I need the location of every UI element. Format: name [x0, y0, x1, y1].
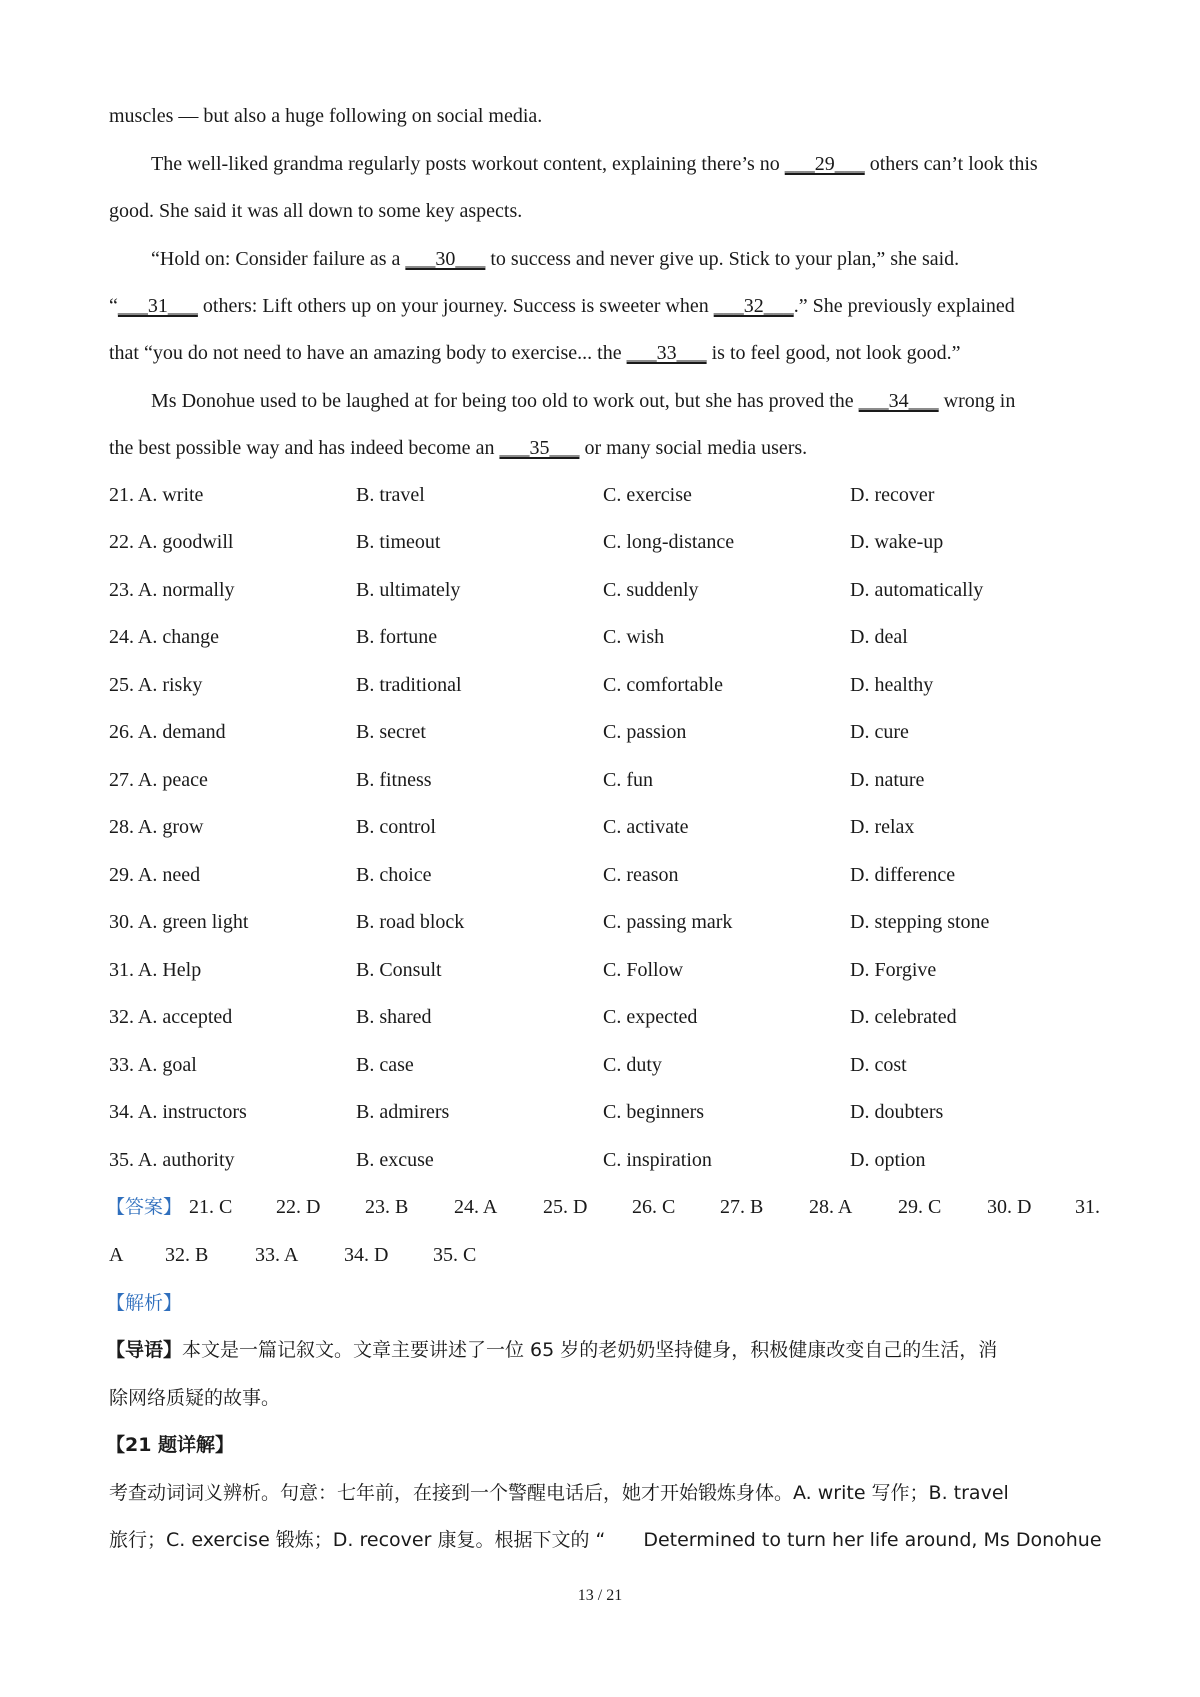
- option-a: 29. A. need: [109, 864, 201, 886]
- option-b: B. fitness: [356, 769, 432, 791]
- text: or many social media users.: [579, 437, 808, 459]
- option-a: 28. A. grow: [109, 816, 204, 838]
- option-c: C. expected: [603, 1006, 698, 1028]
- option-c: C. activate: [603, 816, 689, 838]
- passage-line: [109, 293, 1015, 319]
- option-b: B. admirers: [356, 1101, 450, 1123]
- answer-item: 33. A: [255, 1244, 299, 1266]
- option-row-22: [109, 529, 1099, 555]
- option-d: D. relax: [850, 816, 915, 838]
- option-c: C. reason: [603, 864, 679, 886]
- option-b: B. choice: [356, 864, 432, 886]
- option-a: 33. A. goal: [109, 1054, 197, 1076]
- option-row-34: [109, 1099, 1099, 1125]
- blank-31: ___31___: [117, 295, 198, 317]
- option-b: B. case: [356, 1054, 414, 1076]
- option-b: B. traditional: [356, 674, 462, 696]
- option-c: C. passing mark: [603, 911, 733, 933]
- option-c: C. beginners: [603, 1101, 705, 1123]
- option-d: D. healthy: [850, 674, 934, 696]
- text: 旅行；C. exercise 锻炼；D. recover 康复。根据下文的 “ Determined to turn her life around, Ms Donohue: [109, 1529, 1102, 1551]
- option-d: D. deal: [850, 626, 908, 648]
- analysis-label: [106, 1290, 182, 1316]
- option-row-23: [109, 577, 1099, 603]
- blank-32: ___32___: [713, 295, 794, 317]
- option-d: D. nature: [850, 769, 925, 791]
- text: 考查动词词义辨析。句意：七年前，在接到一个警醒电话后，她才开始锻炼身体。A. write 写作；B. travel: [109, 1482, 1009, 1504]
- passage-line: [109, 198, 522, 224]
- option-c: C. long-distance: [603, 531, 735, 553]
- option-a: 31. A. Help: [109, 959, 202, 981]
- text: “: [109, 295, 118, 317]
- answer-label: 【答案】: [106, 1196, 183, 1218]
- intro-label: 【导语】: [106, 1339, 183, 1361]
- blank-30: ___30___: [405, 248, 486, 270]
- option-row-29: [109, 862, 1099, 888]
- option-c: C. duty: [603, 1054, 662, 1076]
- option-a: 27. A. peace: [109, 769, 208, 791]
- q21-label: [106, 1432, 234, 1458]
- option-row-33: [109, 1052, 1099, 1078]
- passage-line: [151, 388, 1015, 414]
- option-a: 34. A. instructors: [109, 1101, 247, 1123]
- option-row-30: [109, 909, 1099, 935]
- answer-item: 26. C: [632, 1196, 676, 1218]
- option-b: B. fortune: [356, 626, 438, 648]
- option-d: D. automatically: [850, 579, 984, 601]
- text: that “you do not need to have an amazing body to exercise... the: [109, 342, 627, 364]
- option-d: D. recover: [850, 484, 935, 506]
- option-c: C. comfortable: [603, 674, 723, 696]
- answer-item: 25. D: [543, 1196, 588, 1218]
- option-row-24: [109, 624, 1099, 650]
- option-c: C. exercise: [603, 484, 692, 506]
- option-row-21: [109, 482, 1099, 508]
- option-c: C. fun: [603, 769, 653, 791]
- option-a: 22. A. goodwill: [109, 531, 234, 553]
- text: is to feel good, not look good.”: [706, 342, 961, 364]
- option-row-25: [109, 672, 1099, 698]
- answer-item: 24. A: [454, 1196, 498, 1218]
- option-a: 30. A. green light: [109, 911, 249, 933]
- blank-34: ___34___: [858, 390, 939, 412]
- option-b: B. travel: [356, 484, 425, 506]
- text: “Hold on: Consider failure as a: [151, 248, 406, 270]
- passage-line: [109, 340, 960, 366]
- answer-key-continued: [109, 1242, 1109, 1268]
- answer-item: 28. A: [809, 1196, 853, 1218]
- answer-item: 21. C: [189, 1196, 233, 1218]
- option-d: D. difference: [850, 864, 956, 886]
- text: to success and never give up. Stick to your plan,” she said.: [485, 248, 960, 270]
- option-b: B. secret: [356, 721, 426, 743]
- text: others: Lift others up on your journey. Success is sweeter when: [197, 295, 714, 317]
- answer-item: 29. C: [898, 1196, 942, 1218]
- option-d: D. cost: [850, 1054, 907, 1076]
- option-b: B. ultimately: [356, 579, 461, 601]
- intro-line: [106, 1337, 997, 1363]
- option-a: 21. A. write: [109, 484, 204, 506]
- text: good. She said it was all down to some key aspects.: [109, 200, 523, 222]
- option-c: C. passion: [603, 721, 687, 743]
- answer-item: 27. B: [720, 1196, 764, 1218]
- option-b: B. road block: [356, 911, 465, 933]
- option-d: D. doubters: [850, 1101, 944, 1123]
- option-row-27: [109, 767, 1099, 793]
- passage-line: [151, 246, 959, 272]
- passage-line: [109, 103, 542, 129]
- option-c: C. wish: [603, 626, 665, 648]
- blank-35: ___35___: [499, 437, 580, 459]
- option-b: B. timeout: [356, 531, 441, 553]
- option-row-35: [109, 1147, 1099, 1173]
- option-d: D. option: [850, 1149, 926, 1171]
- option-c: C. inspiration: [603, 1149, 712, 1171]
- text: .” She previously explained: [793, 295, 1015, 317]
- option-row-31: [109, 957, 1099, 983]
- option-c: C. Follow: [603, 959, 684, 981]
- option-d: D. Forgive: [850, 959, 937, 981]
- text: Ms Donohue used to be laughed at for being too old to work out, but she has proved the: [151, 390, 859, 412]
- text: wrong in: [938, 390, 1016, 412]
- text: 【解析】: [106, 1292, 183, 1314]
- answer-item: 30. D: [987, 1196, 1032, 1218]
- q21-line: [109, 1480, 1009, 1506]
- option-a: 25. A. risky: [109, 674, 203, 696]
- option-b: B. excuse: [356, 1149, 434, 1171]
- answer-item: 35. C: [433, 1244, 477, 1266]
- text: the best possible way and has indeed become an: [109, 437, 500, 459]
- option-a: 24. A. change: [109, 626, 219, 648]
- text: 本文是一篇记叙文。文章主要讲述了一位 65 岁的老奶奶坚持健身，积极健康改变自己的生活，消: [182, 1339, 998, 1361]
- answer-item: 34. D: [344, 1244, 389, 1266]
- option-a: 23. A. normally: [109, 579, 235, 601]
- text: The well-liked grandma regularly posts workout content, explaining there’s no: [151, 153, 785, 175]
- option-row-26: [109, 719, 1099, 745]
- option-a: 35. A. authority: [109, 1149, 235, 1171]
- option-b: B. Consult: [356, 959, 442, 981]
- answer-item: 31.: [1075, 1196, 1100, 1218]
- option-d: D. wake-up: [850, 531, 944, 553]
- intro-line: [109, 1385, 280, 1411]
- text: 除网络质疑的故事。: [109, 1387, 281, 1409]
- option-d: D. celebrated: [850, 1006, 957, 1028]
- option-d: D. stepping stone: [850, 911, 990, 933]
- text: others can’t look this: [864, 153, 1038, 175]
- answer-item: 22. D: [276, 1196, 321, 1218]
- page-number: [0, 1586, 1200, 1606]
- passage-line: [109, 435, 807, 461]
- option-row-32: [109, 1004, 1099, 1030]
- text: 【21 题详解】: [106, 1434, 235, 1456]
- option-c: C. suddenly: [603, 579, 699, 601]
- answer-key: [106, 1194, 1109, 1220]
- blank-29: ___29___: [784, 153, 865, 175]
- option-b: B. control: [356, 816, 436, 838]
- option-row-28: [109, 814, 1099, 840]
- blank-33: ___33___: [626, 342, 707, 364]
- option-d: D. cure: [850, 721, 909, 743]
- option-b: B. shared: [356, 1006, 432, 1028]
- text: muscles — but also a huge following on social media.: [109, 105, 543, 127]
- option-a: 26. A. demand: [109, 721, 226, 743]
- answer-item: 23. B: [365, 1196, 409, 1218]
- answer-item: 32. B: [165, 1244, 209, 1266]
- option-a: 32. A. accepted: [109, 1006, 233, 1028]
- answer-item: A: [109, 1244, 124, 1266]
- passage-line: [151, 151, 1038, 177]
- text: 13 / 21: [577, 1587, 623, 1604]
- q21-line: [109, 1527, 1102, 1553]
